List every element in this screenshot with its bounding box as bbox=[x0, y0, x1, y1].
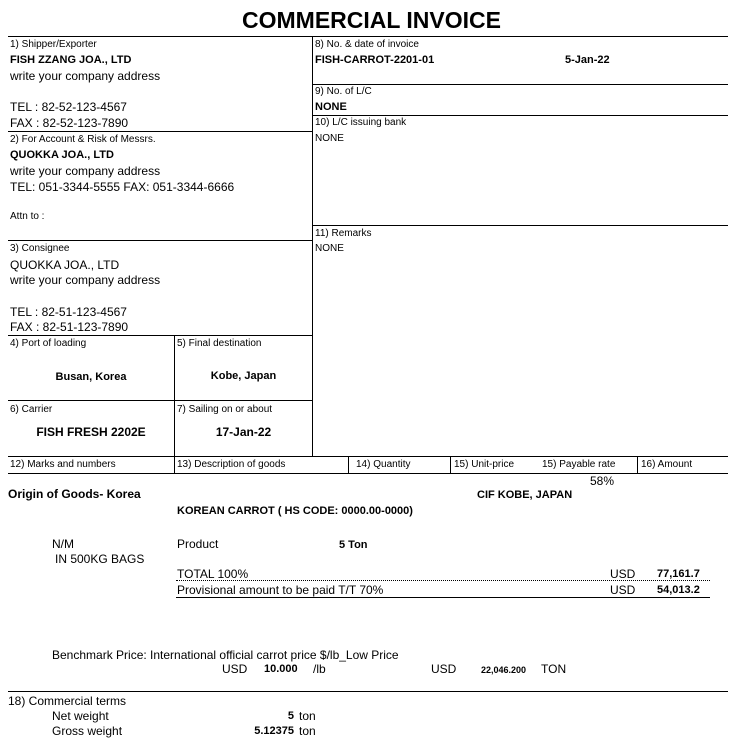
col-header-quantity: 14) Quantity bbox=[356, 459, 411, 470]
net-weight-unit: ton bbox=[299, 709, 316, 723]
invoice-label: 8) No. & date of invoice bbox=[315, 39, 419, 50]
col-header-description: 13) Description of goods bbox=[177, 459, 286, 470]
benchmark-currency-ton: USD bbox=[431, 662, 457, 676]
marks-line2: IN 500KG BAGS bbox=[55, 552, 145, 566]
gross-weight-value: 5.12375 bbox=[254, 725, 294, 737]
attn-label: Attn to : bbox=[10, 211, 45, 222]
lc-bank-value: NONE bbox=[315, 133, 344, 144]
incoterm: CIF KOBE, JAPAN bbox=[477, 489, 573, 501]
net-weight-label: Net weight bbox=[52, 709, 109, 723]
col-header-amount: 16) Amount bbox=[641, 459, 693, 470]
payable-rate-value: 58% bbox=[590, 474, 615, 488]
lc-bottom-border bbox=[312, 115, 728, 116]
port-loading-label: 4) Port of loading bbox=[10, 338, 87, 349]
final-destination-label: 5) Final destination bbox=[177, 338, 262, 349]
sailing-value: 17-Jan-22 bbox=[215, 425, 272, 439]
invoice-bottom-border bbox=[312, 84, 728, 85]
carrier-value: FISH FRESH 2202E bbox=[36, 425, 146, 439]
remarks-value: NONE bbox=[315, 243, 344, 254]
product-label: Product bbox=[177, 537, 219, 551]
goods-description: KOREAN CARROT ( HS CODE: 0000.00-0000) bbox=[177, 505, 413, 517]
consignee-label: 3) Consignee bbox=[10, 243, 70, 254]
consignee-tel: TEL : 82-51-123-4567 bbox=[10, 305, 127, 319]
col-header-payable-rate: 15) Payable rate bbox=[542, 459, 616, 470]
benchmark-price-lb: 10.000 bbox=[264, 663, 298, 675]
page-title: COMMERCIAL INVOICE bbox=[242, 7, 501, 33]
benchmark-unit-ton: TON bbox=[541, 662, 567, 676]
shipper-label: 1) Shipper/Exporter bbox=[10, 39, 97, 50]
origin-of-goods: Origin of Goods- Korea bbox=[8, 487, 141, 501]
account-name: QUOKKA JOA., LTD bbox=[10, 149, 114, 161]
center-divider bbox=[312, 36, 313, 457]
bank-bottom-border bbox=[312, 225, 728, 226]
consignee-address: write your company address bbox=[10, 273, 161, 287]
total-currency: USD bbox=[610, 567, 636, 581]
header-top-border bbox=[8, 456, 728, 457]
shipper-tel: TEL : 82-52-123-4567 bbox=[10, 100, 127, 114]
gross-weight-label: Gross weight bbox=[52, 724, 123, 738]
col-divider-16 bbox=[637, 456, 638, 473]
lc-bank-label: 10) L/C issuing bank bbox=[315, 117, 407, 128]
final-destination-value: Kobe, Japan bbox=[210, 370, 277, 382]
lc-label: 9) No. of L/C bbox=[315, 86, 372, 97]
account-bottom-border bbox=[8, 240, 312, 241]
commercial-terms-label: 18) Commercial terms bbox=[8, 694, 127, 708]
col-header-unit-price: 15) Unit-price bbox=[454, 459, 515, 470]
col-divider-13 bbox=[174, 456, 175, 473]
carrier-label: 6) Carrier bbox=[10, 404, 53, 415]
account-contact: TEL: 051-3344-5555 FAX: 051-3344-6666 bbox=[10, 180, 235, 194]
benchmark-currency-lb: USD bbox=[222, 662, 248, 676]
remarks-label: 11) Remarks bbox=[315, 228, 372, 239]
benchmark-price-ton: 22,046.200 bbox=[481, 665, 527, 675]
benchmark-unit-lb: /lb bbox=[313, 662, 326, 676]
net-weight-value: 5 bbox=[287, 710, 294, 722]
shipper-fax: FAX : 82-52-123-7890 bbox=[10, 116, 129, 130]
marks-line1: N/M bbox=[52, 537, 74, 551]
product-quantity: 5 Ton bbox=[339, 539, 368, 551]
provisional-currency: USD bbox=[610, 583, 636, 597]
gross-weight-unit: ton bbox=[299, 724, 316, 738]
consignee-name: QUOKKA JOA., LTD bbox=[10, 258, 120, 272]
benchmark-label: Benchmark Price: International official carrot price $/lb_Low Price bbox=[52, 648, 399, 662]
port-loading-value: Busan, Korea bbox=[55, 371, 127, 383]
top-border bbox=[8, 36, 728, 37]
col-divider-14 bbox=[348, 456, 349, 473]
sailing-label: 7) Sailing on or about bbox=[177, 404, 273, 415]
invoice-number: FISH-CARROT-2201-01 bbox=[315, 54, 435, 66]
consignee-fax: FAX : 82-51-123-7890 bbox=[10, 320, 129, 334]
terms-top-border bbox=[8, 691, 728, 692]
shipper-address: write your company address bbox=[10, 69, 161, 83]
consignee-bottom-border bbox=[8, 335, 312, 336]
provisional-label: Provisional amount to be paid T/T 70% bbox=[177, 583, 384, 597]
shipper-bottom-border bbox=[8, 131, 312, 132]
total-label: TOTAL 100% bbox=[177, 567, 249, 581]
lc-value: NONE bbox=[315, 101, 347, 113]
account-address: write your company address bbox=[10, 164, 161, 178]
col-divider-15 bbox=[450, 456, 451, 473]
port-bottom-border bbox=[8, 400, 312, 401]
account-label: 2) For Account & Risk of Messrs. bbox=[10, 134, 156, 145]
header-bottom-border bbox=[8, 473, 728, 474]
provisional-amount: 54,013.2 bbox=[657, 584, 700, 596]
total-amount: 77,161.7 bbox=[657, 568, 700, 580]
col-header-marks: 12) Marks and numbers bbox=[10, 459, 116, 470]
invoice-date: 5-Jan-22 bbox=[565, 54, 610, 66]
shipper-name: FISH ZZANG JOA., LTD bbox=[10, 54, 132, 66]
